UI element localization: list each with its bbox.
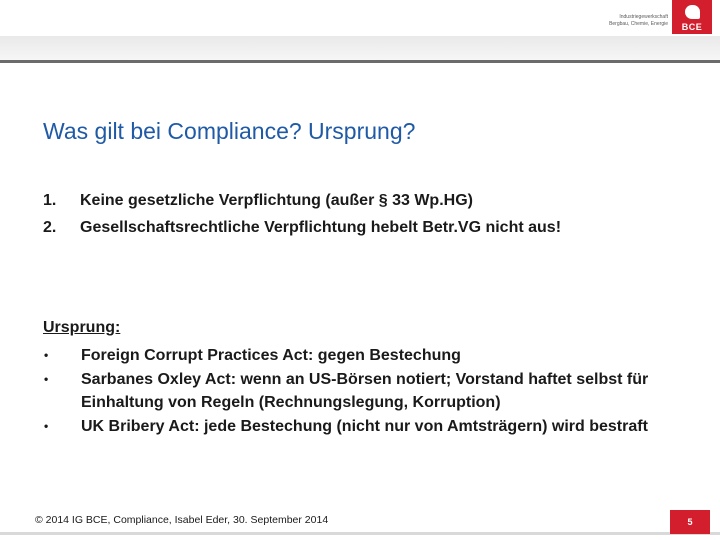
bullet-icon: • <box>44 418 49 433</box>
bullet-item <box>43 344 673 368</box>
organization-name-line-1: Industriegewerkschaft <box>619 14 668 20</box>
bullet-item <box>43 415 673 439</box>
ig-bce-logo-icon <box>685 5 700 19</box>
bullet-text: UK Bribery Act: jede Bestechung (nicht nur von Amtsträgern) wird bestraft <box>81 417 648 435</box>
bullet-icon: • <box>44 371 49 386</box>
bullet-icon: • <box>44 348 49 362</box>
bullet-text: Foreign Corrupt Practices Act: gegen Bestechung <box>81 347 461 364</box>
item-number: 2. <box>43 219 57 236</box>
organization-name <box>578 14 668 28</box>
item-text: Gesellschaftsrechtliche Verpflichtung hebelt Betr.VG nicht aus! <box>80 219 562 236</box>
header-band <box>0 36 720 63</box>
numbered-item <box>43 216 561 243</box>
logo-abbreviation: BCE <box>681 22 703 32</box>
numbered-list <box>43 189 561 243</box>
footer-rule <box>0 532 720 535</box>
origin-heading: Ursprung: <box>43 319 121 336</box>
numbered-item <box>43 189 561 216</box>
bullet-item <box>43 368 673 415</box>
item-number: 1. <box>43 192 57 209</box>
item-text: Keine gesetzliche Verpflichtung (außer § 33 Wp.HG) <box>80 192 473 209</box>
footer-copyright: © 2014 IG BCE, Compliance, Isabel Eder, 30. September 2014 <box>35 514 329 526</box>
page-number: 5 <box>670 510 710 534</box>
bullet-text: Sarbanes Oxley Act: wenn an US-Börsen notiert; Vorstand haftet selbst für Einhaltung von Regeln (Rechnungslegung, Korruption) <box>81 370 649 411</box>
slide-title: Was gilt bei Compliance? Ursprung? <box>43 118 416 144</box>
organization-name-line-2: Bergbau, Chemie, Energie <box>609 21 668 27</box>
slide-header <box>0 0 720 36</box>
origin-bullet-list <box>43 344 673 438</box>
ig-bce-logo <box>672 0 712 34</box>
